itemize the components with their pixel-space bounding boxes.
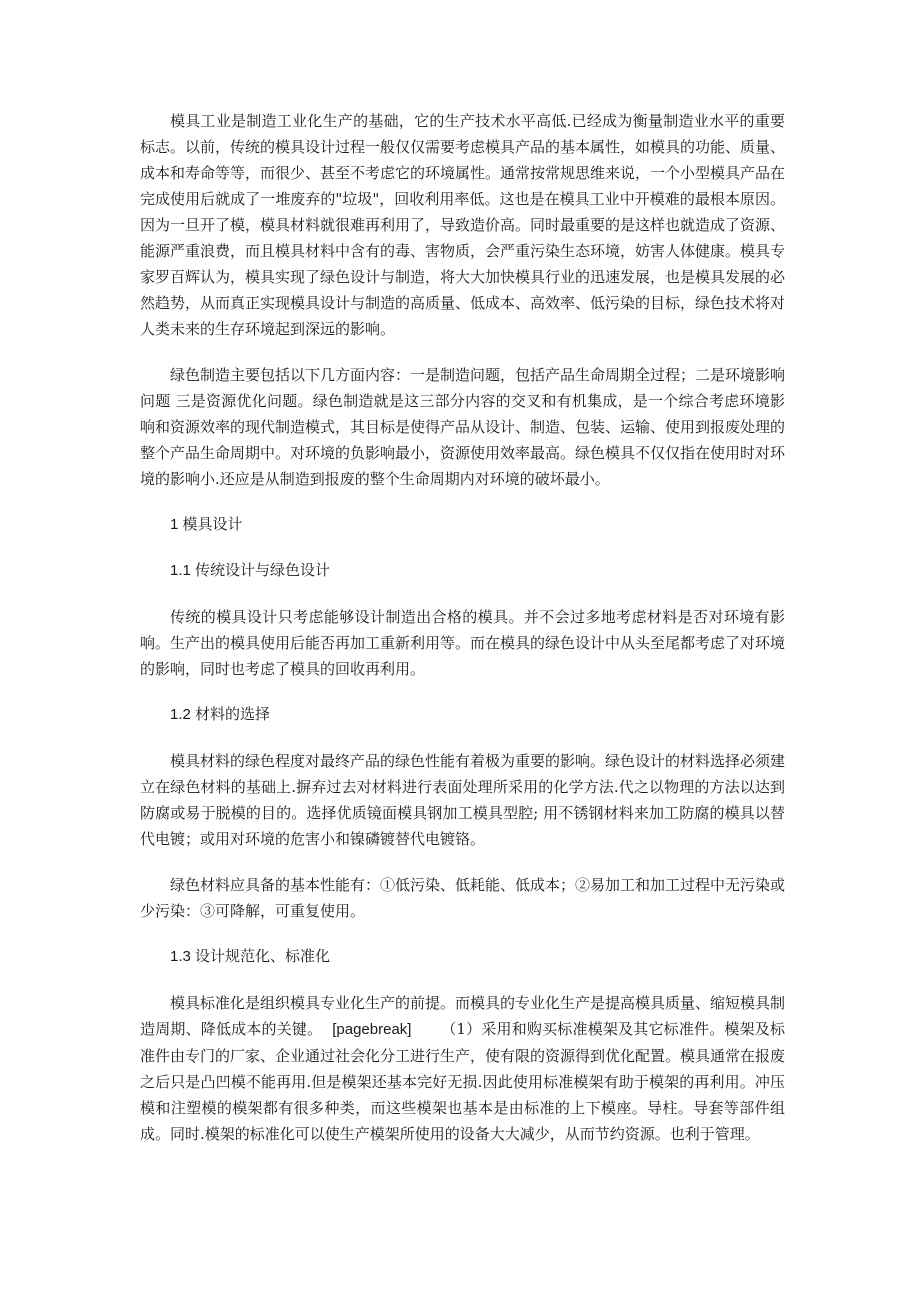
paragraph-standardization-item-1: （1）采用和购买标准模架及其它标准件。模架及标准件由专门的厂家、企业通过社会化分工进行生产，使有限的资源得到优化配置。模具通常在报废之后只是凸凹模不能再用.但是模架还基本完好无损.因此使用标准模架有助于模架的再利用。冲压模和注塑模的模架都有很多种类，而这些模架也基本是由标准的上下模座。导柱。导套等部件组成。同时.模架的标准化可以使生产模架所使用的设备大大减少，从而节约资源。也利于管理。 [140, 1020, 786, 1143]
subsection-heading-1-2: 1.2 材料的选择 [170, 706, 271, 723]
pagebreak-marker: [pagebreak] [332, 1021, 412, 1038]
paragraph-green-manufacturing: 绿色制造主要包括以下几方面内容：一是制造问题，包括产品生命周期全过程；二是环境影响问题 三是资源优化问题。绿色制造就是这三部分内容的交叉和有机集成，是一个综合考虑环境影响和资源效率的现代制造模式，其目标是使得产品从设计、制造、包装、运输、使用到报废处理的整个产品生命周期中。对环境的负影响最小，资源使用效率最高。绿色模具不仅仅指在使用时对环境的影响小.还应是从制造到报废的整个生命周期内对环境的破坏最小。 [140, 366, 786, 488]
document-body [140, 108, 785, 1167]
subsection-heading-1-3: 1.3 设计规范化、标准化 [170, 948, 331, 965]
paragraph-intro: 模具工业是制造工业化生产的基础，它的生产技术水平高低.已经成为衡量制造业水平的重要标志。以前，传统的模具设计过程一般仅仅需要考虑模具产品的基本属性，如模具的功能、质量、成本和寿命等等，而很少、甚至不考虑它的环境属性。通常按常规思维来说，一个小型模具产品在完成使用后就成了一堆废弃的"垃圾"，回收利用率低。这也是在模具工业中开模难的最根本原因。因为一旦开了模，模具材料就很难再利用了，导致造价高。同时最重要的是这样也就造成了资源、能源严重浪费，而且模具材料中含有的毒、害物质，会严重污染生态环境，妨害人体健康。模具专家罗百辉认为，模具实现了绿色设计与制造，将大大加快模具行业的迅速发展，也是模具发展的必然趋势，从而真正实现模具设计与制造的高质量、低成本、高效率、低污染的目标，绿色技术将对人类未来的生存环境起到深远的影响。 [140, 112, 786, 338]
paragraph-standardization [140, 990, 785, 1147]
subsection-heading-1-1: 1.1 传统设计与绿色设计 [170, 562, 331, 579]
paragraph-traditional-design: 传统的模具设计只考虑能够设计制造出合格的模具。并不会过多地考虑材料是否对环境有影响。生产出的模具使用后能否再加工重新利用等。而在模具的绿色设计中从头至尾都考虑了对环境的影响，同时也考虑了模具的回收再利用。 [140, 608, 786, 678]
paragraph-material-properties: 绿色材料应具备的基本性能有：①低污染、低耗能、低成本；②易加工和加工过程中无污染或少污染：③可降解，可重复使用。 [140, 876, 786, 920]
section-heading-mold-design: 1 模具设计 [170, 516, 243, 533]
paragraph-material-selection: 模具材料的绿色程度对最终产品的绿色性能有着极为重要的影响。绿色设计的材料选择必须建立在绿色材料的基础上.摒弃过去对材料进行表面处理所采用的化学方法.代之以物理的方法以达到防腐或易于脱模的目的。选择优质镜面模具钢加工模具型腔; 用不锈钢材料来加工防腐的模具以替代电镀；或用对环境的危害小和镍磷镀替代电镀铬。 [140, 752, 786, 848]
paragraph-standardization-lead: 模具标准化是组织模具专业化生产的前提。而模具的专业化生产是提高模具质量、缩短模具制造周期、降低成本的关键。 [140, 994, 786, 1038]
